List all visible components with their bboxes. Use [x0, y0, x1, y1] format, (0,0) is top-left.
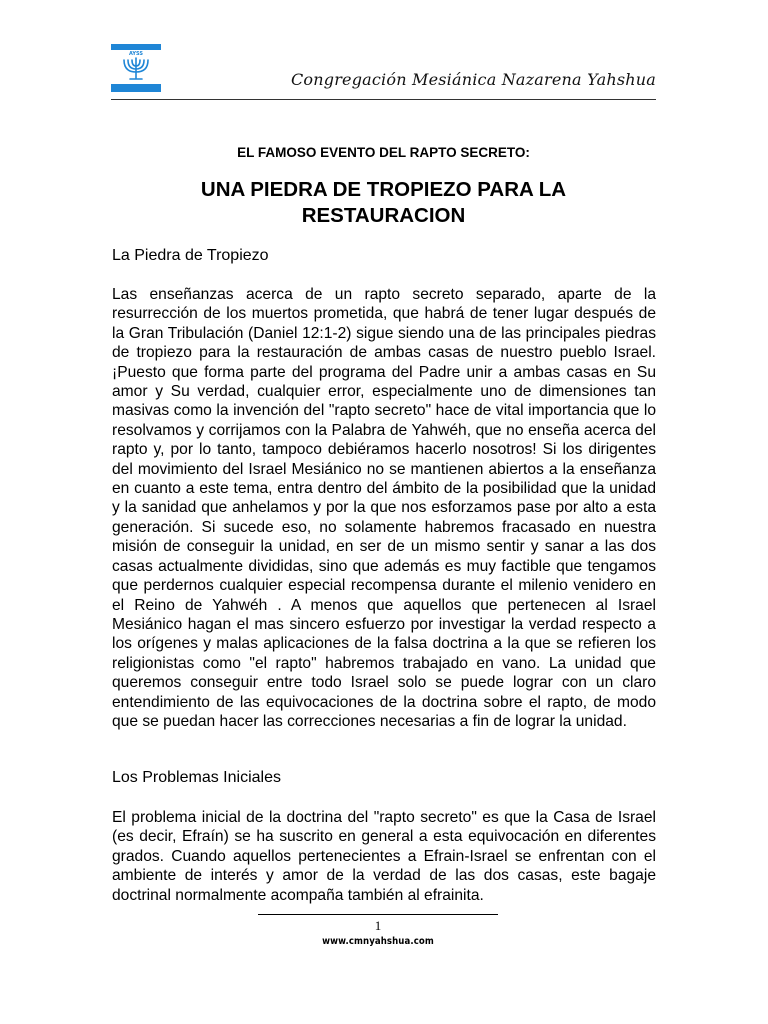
- header-divider: [111, 99, 656, 100]
- paragraph-problemas-iniciales: El problema inicial de la doctrina del "rapto secreto" es que la Casa de Israel (es decir, Efraín) se ha suscrito en general a esta equivocación en diferentes grados. Cuando aquellos pertenecientes a Efrain-Israel se enfrentan con el ambiente de interés y amor de la verdad de las dos casas, este bagaje doctrinal normalmente acompaña también al efrainita.: [112, 809, 656, 904]
- organization-name: Congregación Mesiánica Nazarena Yahshua: [290, 70, 656, 89]
- footer-divider: [258, 914, 498, 915]
- organization-logo: [111, 44, 161, 92]
- section-heading-problemas-iniciales: Los Problemas Iniciales: [112, 769, 281, 786]
- footer-website: www.cmnyahshua.com: [322, 936, 434, 947]
- menorah-flag-icon: [111, 44, 161, 92]
- page-number: 1: [374, 918, 382, 933]
- logo-text: AYSS: [129, 51, 143, 57]
- section-heading-piedra-de-tropiezo: La Piedra de Tropiezo: [112, 247, 269, 264]
- document-title: EL FAMOSO EVENTO DEL RAPTO SECRETO:: [237, 145, 530, 160]
- subtitle-line-1: UNA PIEDRA DE TROPIEZO PARA LA: [200, 178, 567, 201]
- paragraph-piedra-de-tropiezo: Las enseñanzas acerca de un rapto secreto separado, aparte de la resurrección de los muertos prometida, que habrá de tener lugar después de la Gran Tribulación (Daniel 12:1-2) sigue siendo una de las principales piedras de tropiezo para la restauración de ambas casas de nuestro pueblo Israel. ¡Puesto que forma parte del programa del Padre unir a ambas casas en Su amor y Su verdad, cualquier error, especialmente uno de dimensiones tan masivas como la invención del "rapto secreto" hace de vital importancia que lo resolvamos y corrijamos con la Palabra de Yahwéh, que no enseña acerca del rapto y, por lo tanto, tampoco debiéramos hacerlo nosotros! Si los dirigentes del movimiento del Israel Mesiánico no se mantienen abiertos a la enseñanza en cuanto a este tema, entra dentro del ámbito de la posibilidad que la unidad y la sanidad que anhelamos y por la que nos esforzamos pase por alto a esta generación. Si sucede eso, no solamente habremos fracasado en nuestra misión de conseguir la unidad, en ser de un mismo sentir y sanar a las dos casas actualmente divididas, sino que además es muy factible que tengamos que perdernos cualquier especial recompensa durante el milenio venidero en el Reino de Yahwéh . A menos que aquellos que pertenecen al Israel Mesiánico hagan el mas sincero esfuerzo por investigar la verdad respecto a los orígenes y malas aplicaciones de la falsa doctrina a la que se refieren los religionistas como "el rapto" habremos trabajado en vano. La unidad que queremos conseguir entre todo Israel solo se puede lograr con un claro entendimiento de las equivocaciones de la doctrina sobre el rapto, de modo que se puedan hacer las correcciones necesarias a fin de lograr la unidad.: [112, 286, 656, 730]
- subtitle-line-2: RESTAURACION: [301, 204, 466, 227]
- document-subtitle: [111, 177, 656, 229]
